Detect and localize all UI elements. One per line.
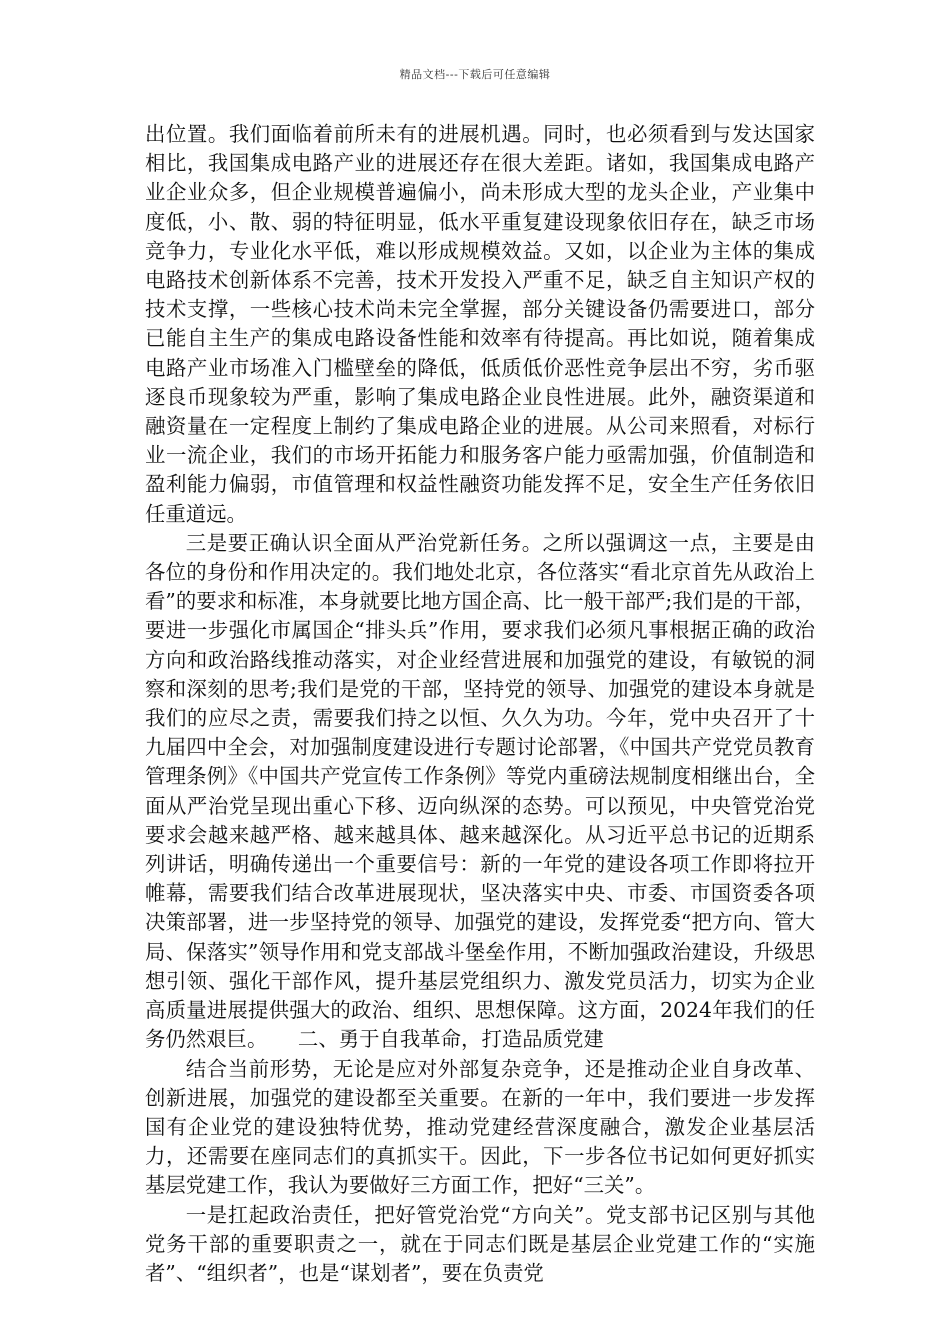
page-header: 精品文档---下载后可任意编辑 xyxy=(399,68,551,81)
paragraph-continuation: 出位置。我们面临着前所未有的进展机遇。同时，也必须看到与发达国家相比，我国集成电路产业的进展还存在很大差距。诸如，我国集成电路产业企业众多，但企业规模普遍偏小，尚未形成大型的龙头企业，产业集中度低，小、散、弱的特征明显，低水平重复建设现象依旧存在，缺乏市场竞争力，专业化水平低，难以形成规模效益。又如，以企业为主体的集成电路技术创新体系不完善，技术开发投入严重不足，缺乏自主知识产权的技术支撑，一些核心技术尚未完全掌握，部分关键设备仍需要进口，部分已能自主生产的集成电路设备性能和效率有待提高。再比如说，随着集成电路产业市场准入门槛壁垒的降低，低质低价恶性竞争层出不穷，劣币驱逐良币现象较为严重，影响了集成电路企业良性进展。此外，融资渠道和融资量在一定程度上制约了集成电路企业的进展。从公司来照看，对标行业一流企业，我们的市场开拓能力和服务客户能力亟需加强，价值制造和盈利能力偏弱，市值管理和权益性融资功能发挥不足，安全生产任务依旧任重道远。 xyxy=(145,122,815,526)
paragraph-third-point: 三是要正确认识全面从严治党新任务。之所以强调这一点，主要是由各位的身份和作用决定的。我们地处北京，各位落实“看北京首先从政治上看”的要求和标准，本身就要比地方国企高、比一般干部严;我们是的干部，要进一步强化市属国企“排头兵”作用，要求我们必须凡事根据正确的政治方向和政治路线推动落实，对企业经营进展和加强党的建设，有敏锐的洞察和深刻的思考;我们是党的干部，坚持党的领导、加强党的建设本身就是我们的应尽之责，需要我们持之以恒、久久为功。今年，党中央召开了十九届四中全会，对加强制度建设进行专题讨论部署，《中国共产党党员教育管理条例》《中国共产党宣传工作条例》等党内重磅法规制度相继出台，全面从严治党呈现出重心下移、迈向纵深的态势。可以预见，中央管党治党要求会越来越严格、越来越具体、越来越深化。从习近平总书记的近期系列讲话，明确传递出一个重要信号：新的一年党的建设各项工作即将拉开帷幕，需要我们结合改革进展现状，坚决落实中央、市委、市国资委各项决策部署，进一步坚持党的领导、加强党的建设，发挥党委“把方向、管大局、保落实”领导作用和党支部战斗堡垒作用，不断加强政治建设，升级思想引领、强化干部作风，提升基层党组织力、激发党员活力，切实为企业高质量进展提供强大的政治、组织、思想保障。这方面，2024年我们的任务仍然艰巨。 二、勇于自我革命，打造品质党建 xyxy=(145,530,815,1052)
paragraph-current-situation: 结合当前形势，无论是应对外部复杂竞争，还是推动企业自身改革、创新进展，加强党的建设都至关重要。在新的一年中，我们要进一步发挥国有企业党的建设独特优势，推动党建经营深度融合，激发企业基层活力，还需要在座同志们的真抓实干。因此，下一步各位书记如何更好抓实基层党建工作，我认为要做好三方面工作，把好“三关”。 xyxy=(145,1056,815,1198)
paragraph-first-point: 一是扛起政治责任，把好管党治党“方向关”。党支部书记区别与其他党务干部的重要职责之一，就在于同志们既是基层企业党建工作的“实施者”、“组织者”，也是“谋划者”，要在负责党 xyxy=(145,1202,815,1285)
document-body xyxy=(145,120,815,1288)
